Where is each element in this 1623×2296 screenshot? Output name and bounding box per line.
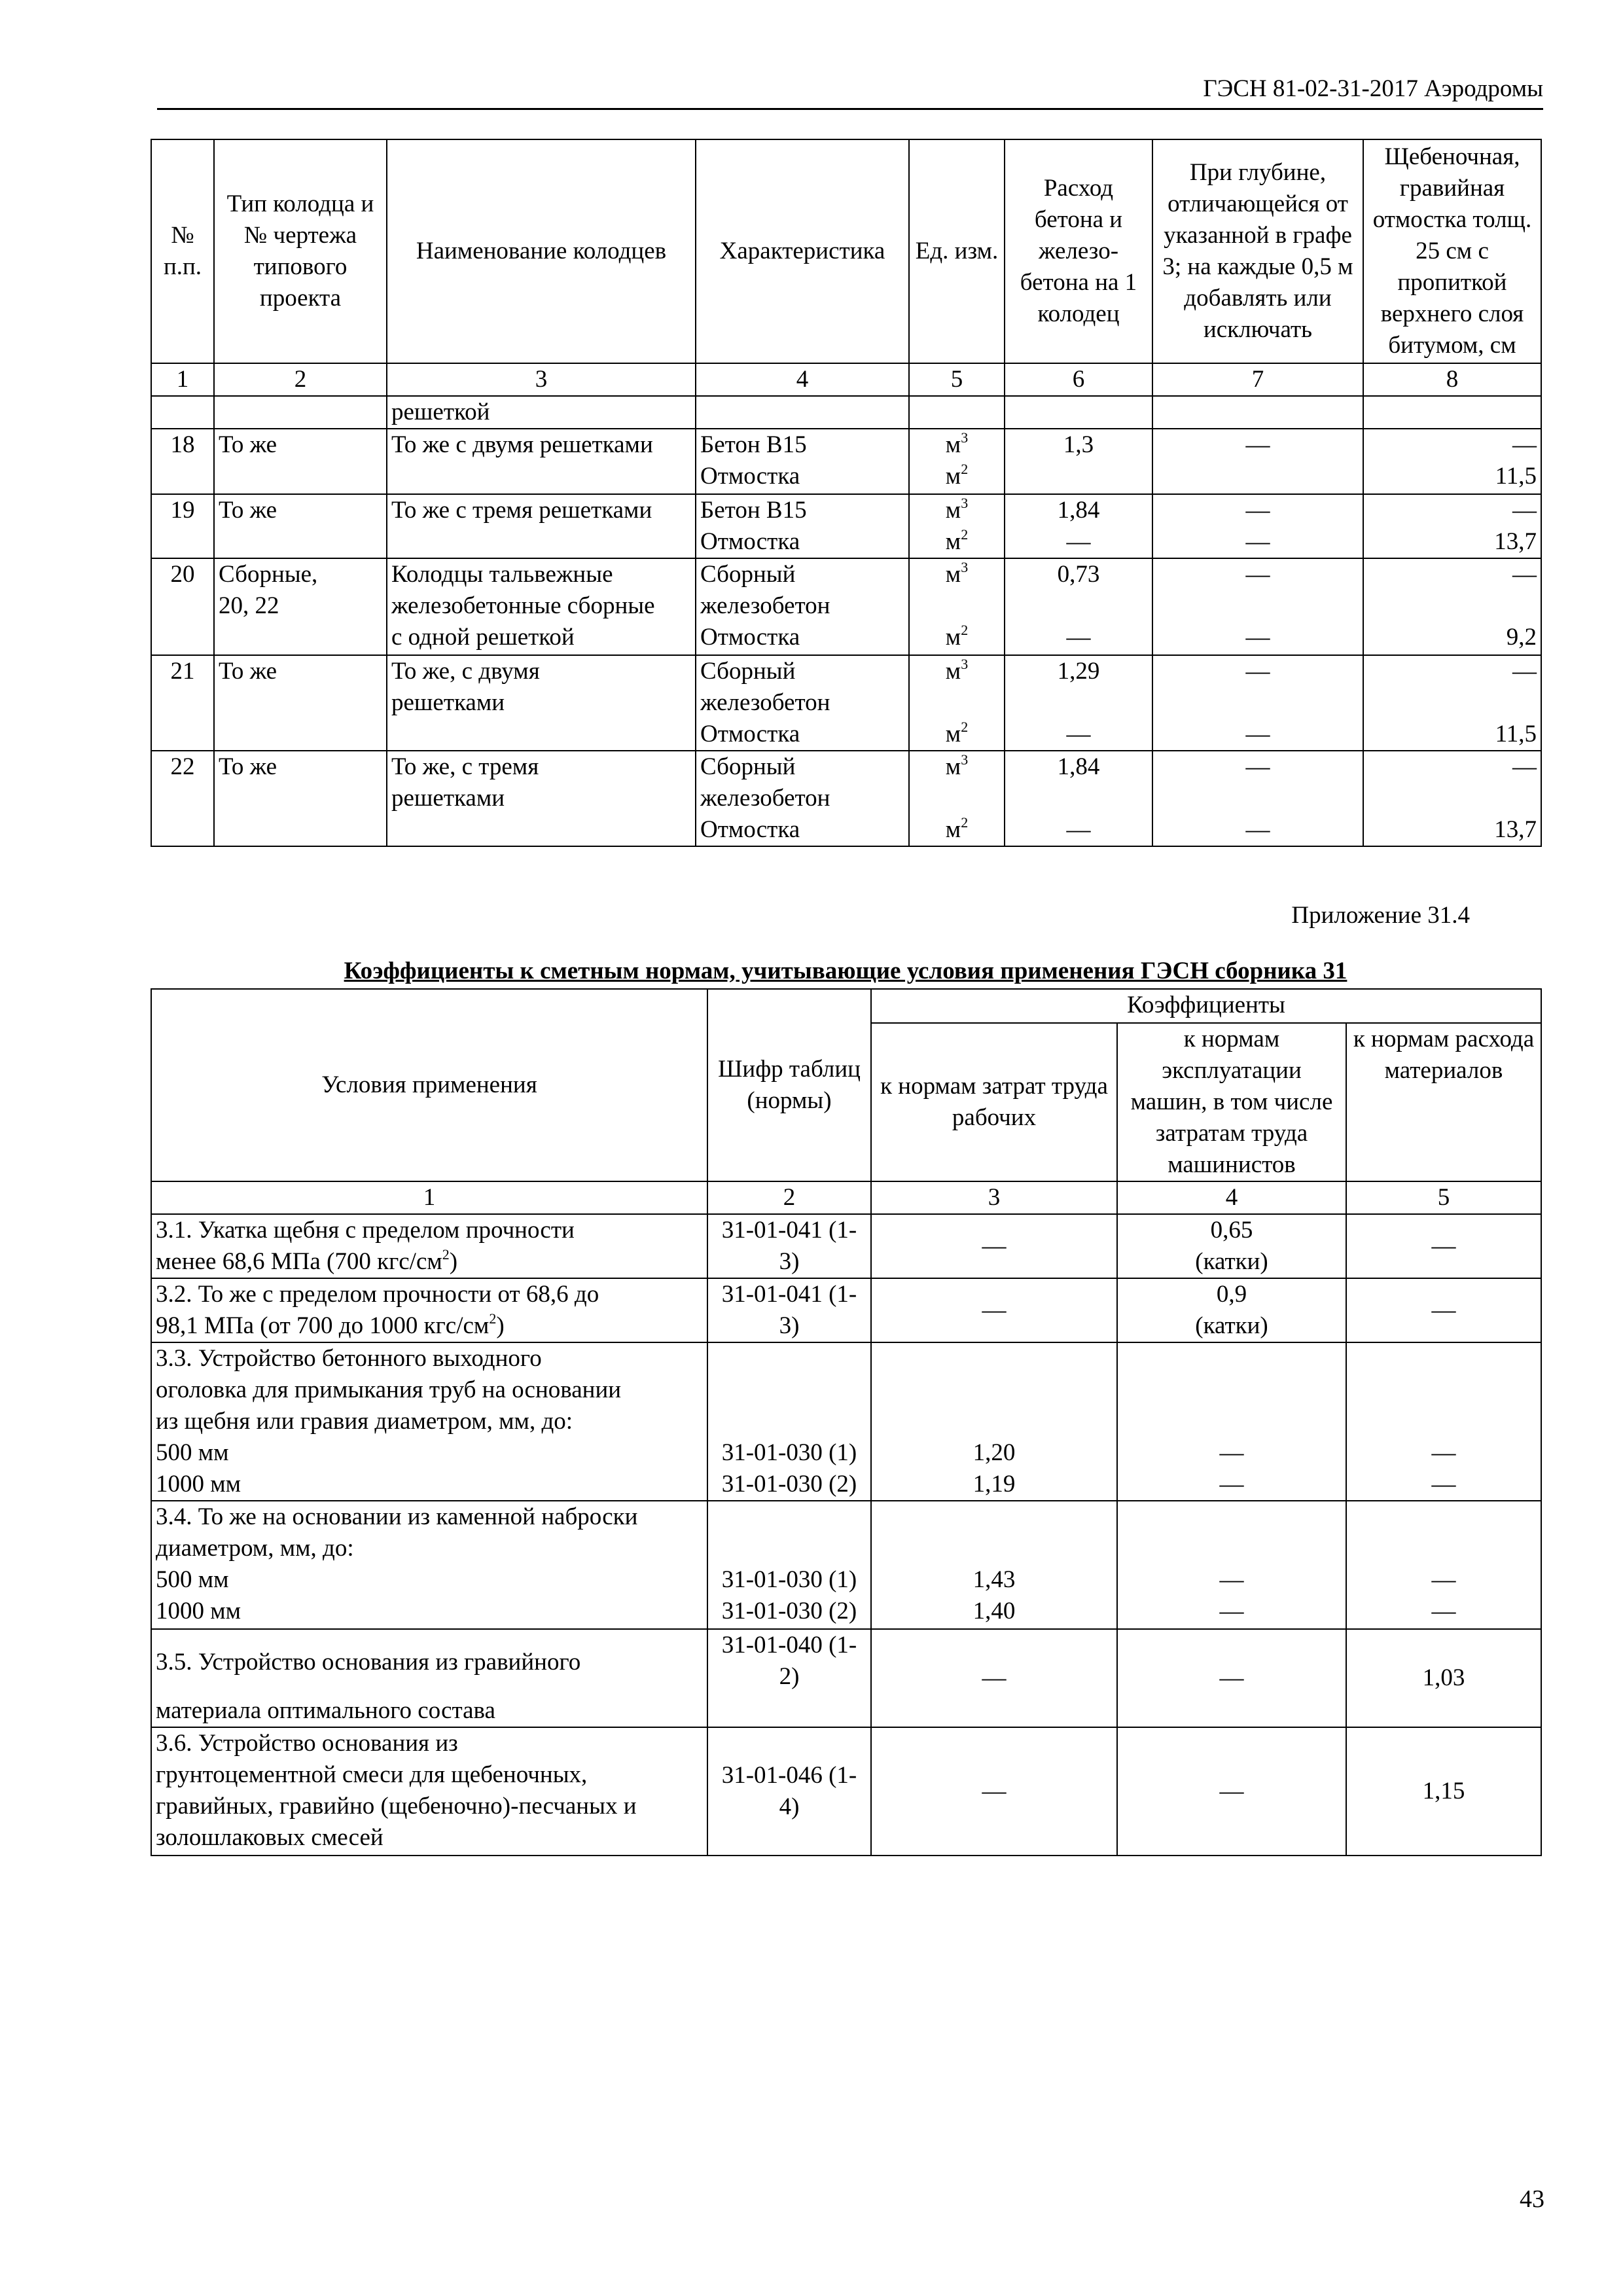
t1-header-paving: Щебеночная, гравийная отмостка толщ. 25 см с пропиткой верхнего слоя битумом, см xyxy=(1363,139,1541,363)
row-name: То же с тремя решетками xyxy=(387,494,696,558)
row-consumption: 1,3 xyxy=(1005,429,1152,494)
t1-col-number-row xyxy=(151,363,1541,396)
col-number: 3 xyxy=(871,1181,1117,1214)
row-unit: $м^3$ $м^2$ xyxy=(909,655,1005,751)
row-name: То же с двумя решетками xyxy=(387,429,696,494)
t1-header-char: Характеристика xyxy=(696,139,909,363)
norm-code: 31-01-030 (1) 31-01-030 (2) xyxy=(707,1501,871,1629)
table-row xyxy=(151,558,1541,655)
condition-text: 3.4. То же на основании из каменной наброски диаметром, мм, до: 500 мм 1000 мм xyxy=(151,1501,707,1629)
table-row xyxy=(151,1727,1541,1856)
coef-labor: 1,43 1,40 xyxy=(871,1501,1117,1629)
row-name: То же, с двумя решетками xyxy=(387,655,696,751)
col-number: 2 xyxy=(707,1181,871,1214)
t1-header-depth: При глубине, отличающейся от указанной в графе 3; на каждые 0,5 м добавлять или исключать xyxy=(1152,139,1363,363)
row-consumption: 0,73 — xyxy=(1005,558,1152,655)
row-name: Колодцы тальвежные железобетонные сборные с одной решеткой xyxy=(387,558,696,655)
row-char: Сборный железобетон Отмостка xyxy=(696,558,909,655)
table-row xyxy=(151,751,1541,846)
row-consumption: 1,84 — xyxy=(1005,751,1152,846)
coef-labor: 1,20 1,19 xyxy=(871,1342,1117,1501)
table-row xyxy=(151,655,1541,751)
t1-header-unit: Ед. изм. xyxy=(909,139,1005,363)
header-divider xyxy=(157,108,1543,110)
row-num: 20 xyxy=(151,558,214,655)
table-row xyxy=(151,1278,1541,1342)
row-num: 18 xyxy=(151,429,214,494)
coefficients-table-title: Коэффициенты к сметным нормам, учитывающие условия применения ГЭСН сборника 31 xyxy=(344,958,1347,984)
t2-header-labor: к нормам затрат труда рабочих xyxy=(871,1023,1117,1181)
t2-header-materials: к нормам расхода материалов xyxy=(1346,1023,1541,1181)
row-num: 21 xyxy=(151,655,214,751)
col-number: 6 xyxy=(1005,363,1152,396)
coef-labor: — xyxy=(871,1278,1117,1342)
t2-header-code: Шифр таблиц (нормы) xyxy=(707,989,871,1181)
coef-materials: 1,03 xyxy=(1346,1629,1541,1727)
t2-header-machines: к нормам эксплуатации машин, в том числе затратам труда машинистов xyxy=(1117,1023,1346,1181)
col-number: 1 xyxy=(151,1181,707,1214)
row-paving: — 13,7 xyxy=(1363,751,1541,846)
coef-machines: 0,9 (катки) xyxy=(1117,1278,1346,1342)
row-paving: — 11,5 xyxy=(1363,655,1541,751)
appendix-label: Приложение 31.4 xyxy=(1291,902,1470,929)
t1-cont-name: решеткой xyxy=(387,396,696,429)
row-char: Сборный железобетон Отмостка xyxy=(696,655,909,751)
col-number: 5 xyxy=(1346,1181,1541,1214)
row-char: Сборный железобетон Отмостка xyxy=(696,751,909,846)
norm-code: 31-01-046 (1- 4) xyxy=(707,1727,871,1856)
condition-text: 3.3. Устройство бетонного выходного оголовка для примыкания труб на основании из щебня или гравия диаметром, мм, до: 500 мм 1000 мм xyxy=(151,1342,707,1501)
coef-machines: — — xyxy=(1117,1342,1346,1501)
col-number: 7 xyxy=(1152,363,1363,396)
norm-code: 31-01-041 (1- 3) xyxy=(707,1214,871,1278)
row-paving: — 11,5 xyxy=(1363,429,1541,494)
row-depth: — — xyxy=(1152,558,1363,655)
coef-materials: 1,15 xyxy=(1346,1727,1541,1856)
coef-materials: — — xyxy=(1346,1501,1541,1629)
table-row xyxy=(151,1629,1541,1727)
coef-materials: — — xyxy=(1346,1342,1541,1501)
col-number: 4 xyxy=(696,363,909,396)
table-row xyxy=(151,429,1541,494)
norm-code: 31-01-040 (1- 2) xyxy=(707,1629,871,1727)
table-row xyxy=(151,1214,1541,1278)
row-depth: — xyxy=(1152,429,1363,494)
row-type: Сборные, 20, 22 xyxy=(214,558,387,655)
row-consumption: 1,29 — xyxy=(1005,655,1152,751)
table1-header-row xyxy=(151,139,1541,363)
row-unit: $м^3$ $м^2$ xyxy=(909,429,1005,494)
row-type: То же xyxy=(214,655,387,751)
row-char: Бетон В15 Отмостка xyxy=(696,494,909,558)
table-row xyxy=(151,396,1541,429)
row-type: То же xyxy=(214,429,387,494)
norm-code: 31-01-030 (1) 31-01-030 (2) xyxy=(707,1342,871,1501)
condition-text: 3.5. Устройство основания из гравийного материала оптимального состава xyxy=(151,1629,707,1727)
coef-labor: — xyxy=(871,1214,1117,1278)
coef-machines: 0,65 (катки) xyxy=(1117,1214,1346,1278)
row-num: 22 xyxy=(151,751,214,846)
row-paving: — 13,7 xyxy=(1363,494,1541,558)
wells-table xyxy=(151,139,1542,847)
condition-text: 3.6. Устройство основания из грунтоцементной смеси для щебеночных, гравийных, гравийно (щебеночно)-песчаных и золошлаковых смесей xyxy=(151,1727,707,1856)
coef-materials: — xyxy=(1346,1278,1541,1342)
coef-machines: — xyxy=(1117,1629,1346,1727)
page-number: 43 xyxy=(1520,2185,1544,2213)
table-row xyxy=(151,494,1541,558)
row-num: 19 xyxy=(151,494,214,558)
row-type: То же xyxy=(214,494,387,558)
col-number: 2 xyxy=(214,363,387,396)
coef-machines: — xyxy=(1117,1727,1346,1856)
row-paving: — 9,2 xyxy=(1363,558,1541,655)
row-type: То же xyxy=(214,751,387,846)
t1-header-consumption: Расход бетона и железо-бетона на 1 колодец xyxy=(1005,139,1152,363)
col-number: 1 xyxy=(151,363,214,396)
coef-materials: — xyxy=(1346,1214,1541,1278)
norm-code: 31-01-041 (1- 3) xyxy=(707,1278,871,1342)
row-depth: — — xyxy=(1152,655,1363,751)
row-consumption: 1,84 — xyxy=(1005,494,1152,558)
document-header-title: ГЭСН 81-02-31-2017 Аэродромы xyxy=(1203,75,1543,102)
t2-header-row-1 xyxy=(151,989,1541,1023)
t2-header-conditions: Условия применения xyxy=(151,989,707,1181)
col-number: 3 xyxy=(387,363,696,396)
row-depth: — — xyxy=(1152,494,1363,558)
table-row xyxy=(151,1342,1541,1501)
coef-labor: — xyxy=(871,1727,1117,1856)
coef-machines: — — xyxy=(1117,1501,1346,1629)
t2-header-coefficients: Коэффициенты xyxy=(871,989,1541,1023)
row-name: То же, с тремя решетками xyxy=(387,751,696,846)
table-row xyxy=(151,1501,1541,1629)
t1-header-num: № п.п. xyxy=(151,139,214,363)
row-unit: $м^3$ $м^2$ xyxy=(909,751,1005,846)
row-char: Бетон В15 Отмостка xyxy=(696,429,909,494)
col-number: 8 xyxy=(1363,363,1541,396)
coefficients-table xyxy=(151,988,1542,1856)
row-depth: — — xyxy=(1152,751,1363,846)
t1-header-type: Тип колодца и № чертежа типового проекта xyxy=(214,139,387,363)
t2-col-number-row xyxy=(151,1181,1541,1214)
row-unit: $м^3$ $м^2$ xyxy=(909,494,1005,558)
col-number: 4 xyxy=(1117,1181,1346,1214)
t1-header-name: Наименование колодцев xyxy=(387,139,696,363)
condition-text: 3.1. Укатка щебня с пределом прочности менее 68,6 МПа (700 кгс/$см^2$) xyxy=(151,1214,707,1278)
coef-labor: — xyxy=(871,1629,1117,1727)
col-number: 5 xyxy=(909,363,1005,396)
row-unit: $м^3$ $м^2$ xyxy=(909,558,1005,655)
condition-text: 3.2. То же с пределом прочности от 68,6 до 98,1 МПа (от 700 до 1000 кгс/$см^2$) xyxy=(151,1278,707,1342)
